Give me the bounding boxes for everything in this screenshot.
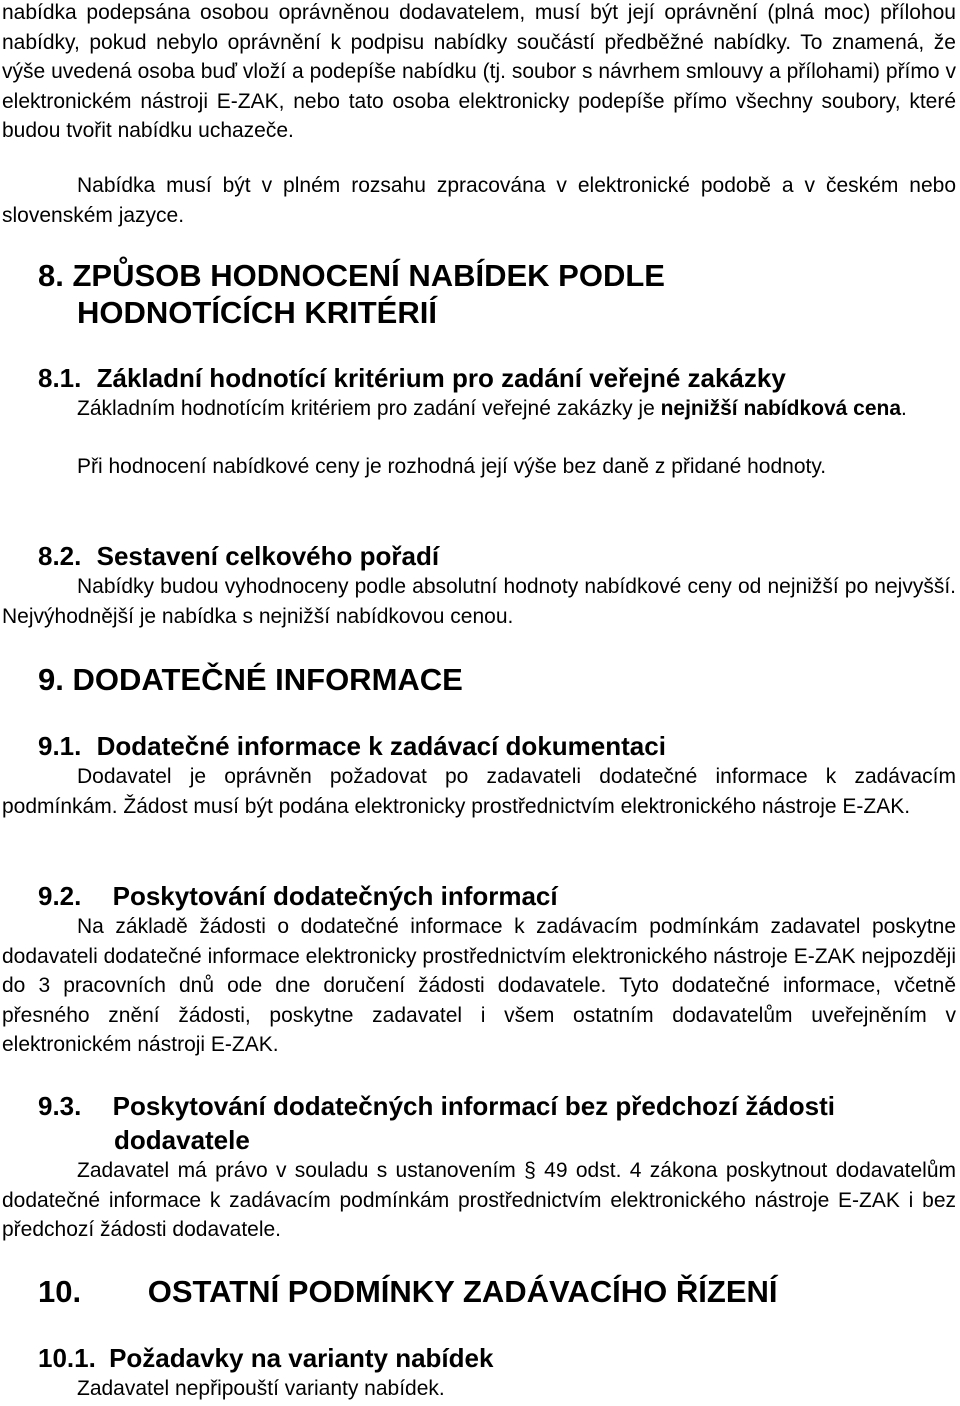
section-8-1-paragraph-1: Základním hodnotícím kritériem pro zadání veřejné zakázky je nejnižší nabídková cena. [77,397,907,420]
section-9-heading [38,662,463,698]
section-9-3-title-line1: Poskytování dodatečných informací bez předchozí žádosti [112,1091,835,1121]
section-9-title: DODATEČNÉ INFORMACE [72,662,463,697]
section-9-3-heading [38,1090,956,1122]
section-10-1-number: 10.1. [38,1343,96,1373]
section-8-title-line1: ZPŮSOB HODNOCENÍ NABÍDEK PODLE [72,258,665,293]
section-10-heading [38,1274,778,1310]
section-10-1-heading [38,1342,493,1374]
section-9-3-title-line2: dodavatele [114,1125,250,1155]
section-10-number: 10. [38,1274,82,1309]
section-8-1-number: 8.1. [38,363,82,393]
section-8-1-title: Základní hodnotící kritérium pro zadání veřejné zakázky [96,363,786,393]
section-9-2-number: 9.2. [38,881,82,911]
section-8-2-paragraph-1: Nabídky budou vyhodnoceny podle absolutní hodnoty nabídkové ceny od nejnižší po nejvyšší. Nejvýhodnější je nabídka s nejnižší nabídkovou cenou. [2,575,956,628]
section-10-1-paragraph-1: Zadavatel nepřipouští varianty nabídek. [77,1377,445,1400]
section-9-1-heading [38,730,666,762]
section-8-2-number: 8.2. [38,541,82,571]
section-8-2-title: Sestavení celkového pořadí [96,541,440,571]
section-9-number: 9. [38,662,64,697]
section-9-3-paragraph-1: Zadavatel má právo v souladu s ustanovením § 49 odst. 4 zákona poskytnout dodavatelům dodatečné informace k zadávacím podmínkám prostřednictvím elektronického nástroje E-ZAK i bez předchozí žádosti dodavatele. [2,1159,956,1241]
section-9-1-number: 9.1. [38,731,82,761]
section-8-heading [38,258,665,294]
lowest-price-criterion: nejnižší nabídková cena [660,397,902,420]
section-9-1-title: Dodatečné informace k zadávací dokumentaci [96,731,666,761]
section-8-1-heading [38,362,786,394]
section-8-number: 8. [38,258,64,293]
section-9-3-number: 9.3. [38,1091,82,1121]
section-8-title-line2: HODNOTÍCÍCH KRITÉRIÍ [77,295,437,330]
intro-paragraph-1: nabídka podepsána osobou oprávněnou dodavatelem, musí být její oprávnění (plná moc) přílohou nabídky, pokud nebylo oprávnění k podpisu nabídky součástí předběžné nabídky. To znamená, že výše uvedená osoba buď vloží a podepíše nabídku (tj. soubor s návrhem smlouvy a přílohami) přímo v elektronickém nástroji E-ZAK, nebo tato osoba elektronicky podepíše přímo všechny soubory, které budou tvořit nabídku uchazeče. [2,1,956,142]
section-8-1-paragraph-2: Při hodnocení nabídkové ceny je rozhodná její výše bez daně z přidané hodnoty. [77,455,827,478]
section-10-title: OSTATNÍ PODMÍNKY ZADÁVACÍHO ŘÍZENÍ [147,1274,778,1309]
section-10-1-title: Požadavky na varianty nabídek [109,1343,494,1373]
section-9-2-paragraph-1: Na základě žádosti o dodatečné informace k zadávacím podmínkám zadavatel poskytne dodavateli dodatečné informace elektronicky prostřednictvím elektronického nástroje E-ZAK nejpozději do 3 pracovních dnů ode dne doručení žádosti dodavatele. Tyto dodatečné informace, včetně přesného znění žádosti, poskytne zadavatel i všem ostatním dodavatelům uveřejněním v elektronickém nástroji E-ZAK. [2,915,956,1056]
section-9-1-paragraph-1: Dodavatel je oprávněn požadovat po zadavateli dodatečné informace k zadávacím podmínkám. Žádost musí být podána elektronicky prostřednictvím elektronického nástroje E-ZAK. [2,765,956,818]
section-9-2-heading [38,880,558,912]
section-9-2-title: Poskytování dodatečných informací [112,881,558,911]
section-8-2-heading [38,540,439,572]
intro-paragraph-2: Nabídka musí být v plném rozsahu zpracována v elektronické podobě a v českém nebo slovenském jazyce. [2,174,956,227]
